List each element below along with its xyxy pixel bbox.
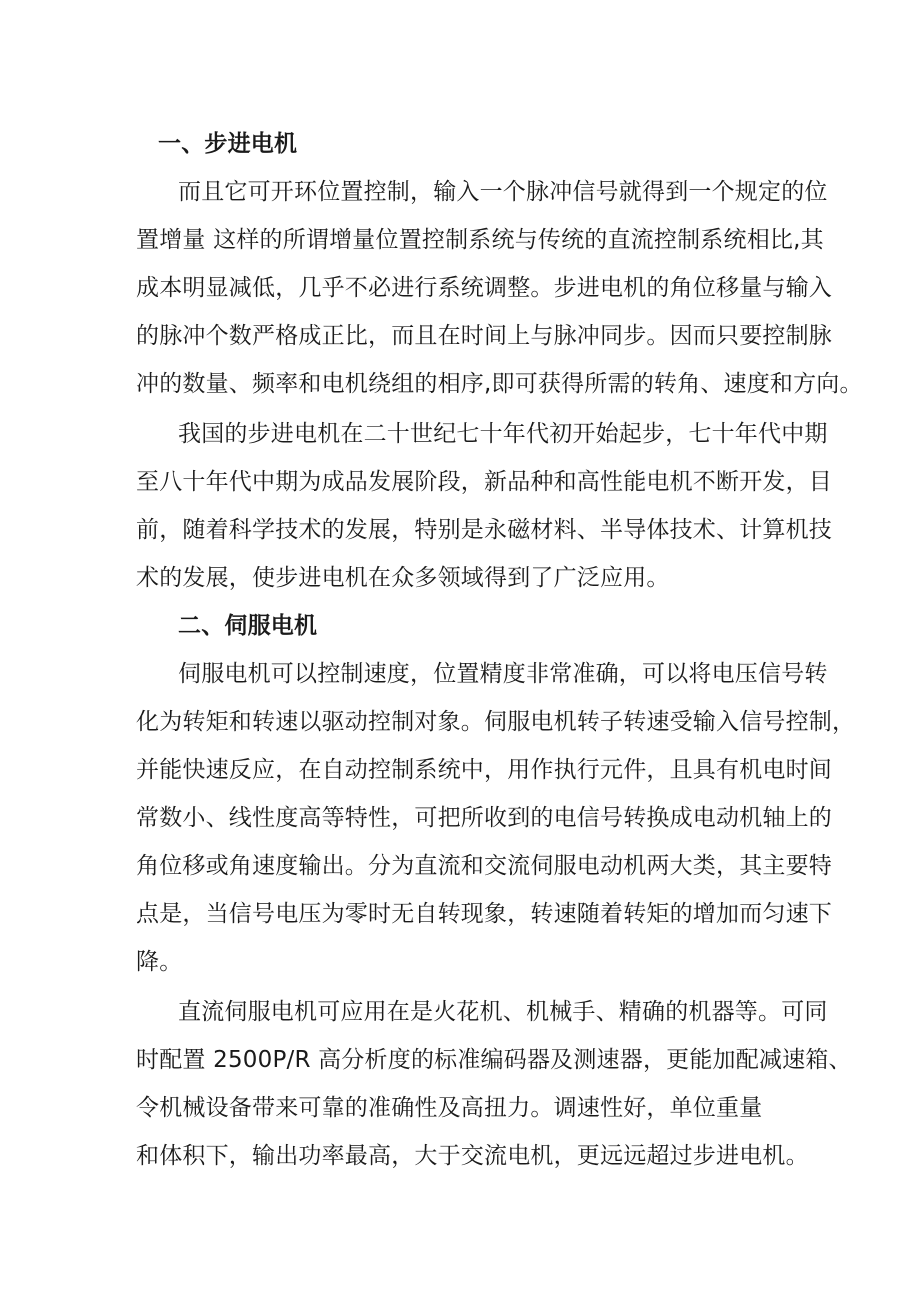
section-1-paragraph-1-line-4: 的脉冲个数严格成正比，而且在时间上与脉冲同步。因而只要控制脉 [136,323,832,349]
section-1-paragraph-2-line-1: 我国的步进电机在二十世纪七十年代初开始起步，七十年代中期 [178,421,828,447]
section-2-paragraph-1-line-5: 角位移或角速度输出。分为直流和交流伺服电动机两大类，其主要特 [136,853,832,879]
section-1-paragraph-1-line-3: 成本明显减低，几乎不必进行系统调整。步进电机的角位移量与输入 [136,275,832,301]
section-2-paragraph-2-line-1: 直流伺服电机可应用在是火花机、机械手、精确的机器等。可同 [178,999,828,1025]
section-2-paragraph-2-line-3: 令机械设备带来可靠的准确性及高扭力。调速性好，单位重量 [136,1095,763,1121]
section-1-paragraph-2-line-3: 前，随着科学技术的发展，特别是永磁材料、半导体技术、计算机技 [136,517,832,543]
section-1-paragraph-1-line-2: 置增量 这样的所谓增量位置控制系统与传统的直流控制系统相比,其 [136,227,824,253]
section-2-heading: 二、伺服电机 [178,613,318,639]
section-2-paragraph-1-line-4: 常数小、线性度高等特性，可把所收到的电信号转换成电动机轴上的 [136,805,832,831]
section-2-paragraph-2-line-4: 和体积下，输出功率最高，大于交流电机，更远远超过步进电机。 [136,1143,809,1169]
section-2-paragraph-1-line-3: 并能快速反应，在自动控制系统中，用作执行元件，且具有机电时间 [136,757,832,783]
section-2-paragraph-1-line-1: 伺服电机可以控制速度，位置精度非常准确，可以将电压信号转 [178,661,828,687]
section-2-paragraph-1-line-7: 降。 [136,949,183,975]
section-1-paragraph-1-line-5: 冲的数量、频率和电机绕组的相序,即可获得所需的转角、速度和方向。 [136,371,863,397]
section-1-paragraph-2-line-4: 术的发展，使步进电机在众多领域得到了广泛应用。 [136,565,670,591]
section-1-paragraph-2-line-2: 至八十年代中期为成品发展阶段，新品种和高性能电机不断开发，目 [136,469,832,495]
section-1-heading: 一、步进电机 [158,131,298,157]
section-1-paragraph-1-line-1: 而且它可开环位置控制，输入一个脉冲信号就得到一个规定的位 [178,179,828,205]
section-2-paragraph-1-line-6: 点是，当信号电压为零时无自转现象，转速随着转矩的增加而匀速下 [136,901,832,927]
section-2-paragraph-2-line-2: 时配置 2500P/R 高分析度的标准编码器及测速器，更能加配减速箱、 [136,1047,852,1073]
section-2-paragraph-1-line-2: 化为转矩和转速以驱动控制对象。伺服电机转子转速受输入信号控制， [136,709,856,735]
